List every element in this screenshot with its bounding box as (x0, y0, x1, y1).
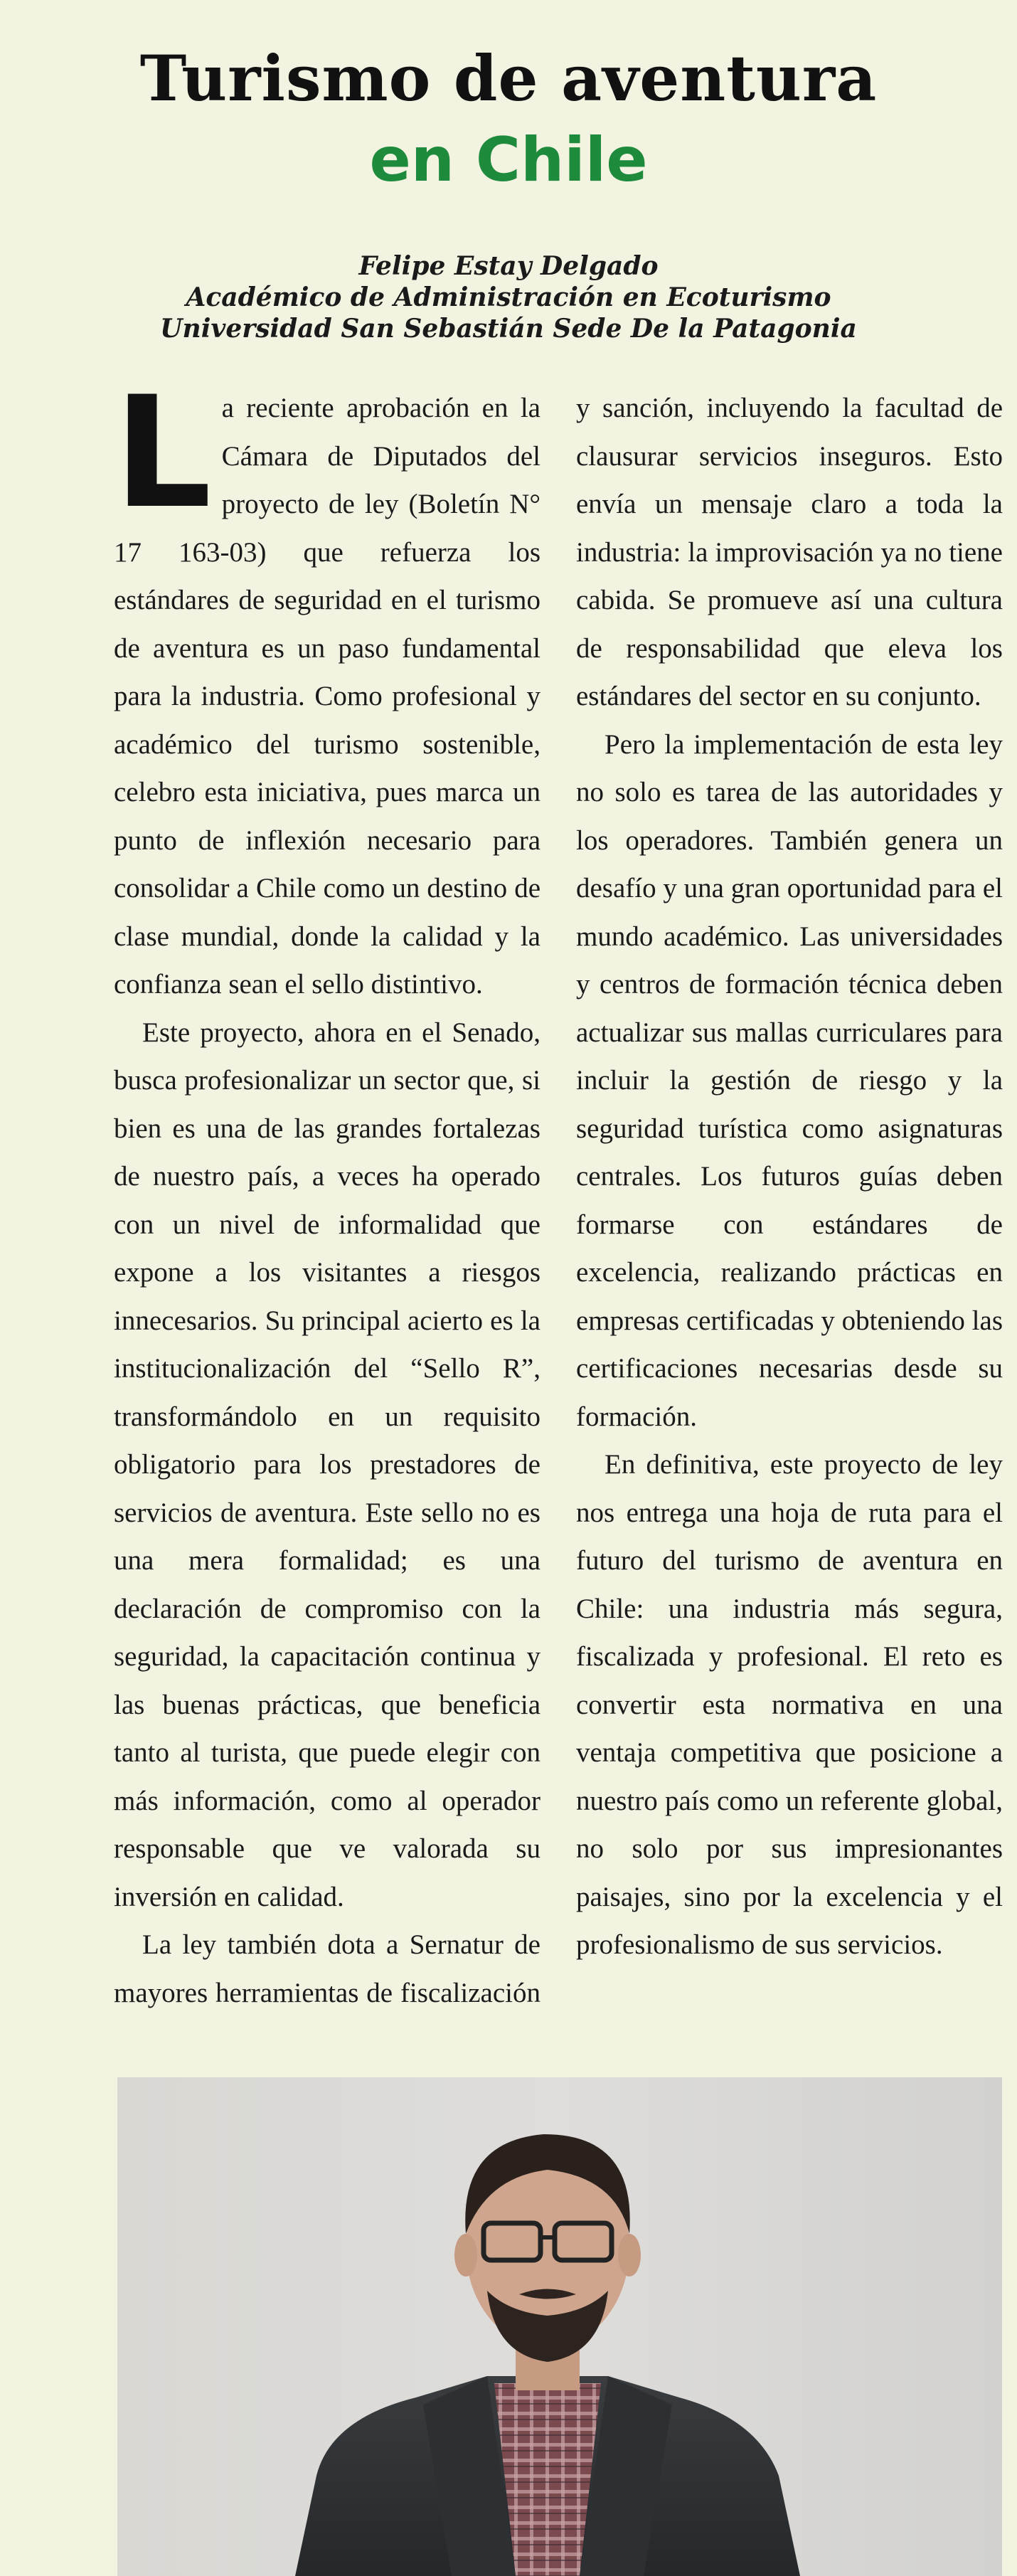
author-byline (0, 250, 1017, 344)
article-title: Turismo de aventura (139, 41, 878, 115)
author-institution: Universidad San Sebastián Sede De la Patagonia (160, 314, 857, 344)
article-body (114, 364, 1003, 2049)
article-paragraph (114, 364, 541, 1009)
author-photo (117, 2077, 1002, 2576)
article-paragraph: Este proyecto, ahora en el Senado, busca profesionalizar un sector que, si bien es una de las grandes fortalezas de nuestro país, a veces ha operado con un nivel de informalidad que expone a los visitantes a riesgos innecesarios. Su principal acierto es la institucionalización del “Sello R”, transformándolo en un requisito obligatorio para los prestadores de servicios de aventura. Este sello no es una mera formalidad; es una declaración de compromiso con la seguridad, la capacitación continua y las buenas prácticas, que beneficia tanto al turista, que puede elegir con más información, como al operador responsable que ve valorada su inversión en calidad. (114, 1017, 541, 1912)
article-paragraph: La ley también dota a Sernatur de mayores herramientas de fiscalización y sanción, incluyendo la facultad de clausurar servicios inseguros. Esto envía un mensaje claro a toda la industria: la improvisación ya no tiene cabida. Se promueve así una cultura de responsabilidad que eleva los estándares del sector en su conjunto. (114, 393, 1003, 2008)
article-title-accent: en Chile (369, 124, 648, 196)
drop-cap: L (114, 364, 212, 542)
paragraph-text: a reciente aprobación en la Cámara de Diputados del proyecto de ley (Boletín N° 17 163-03) que refuerza los estándares de seguridad en el turismo de aventura es un paso fundamental para la industria. Como profesional y académico del turismo sostenible, celebro esta iniciativa, pues marca un punto de inflexión necesario para consolidar a Chile como un destino de clase mundial, donde la calidad y la confianza sean el sello distintivo. (114, 393, 541, 1000)
article-paragraph: Pero la implementación de esta ley no solo es tarea de las autoridades y los operadores. También genera un desafío y una gran oportunidad para el mundo académico. Las universidades y centros de formación técnica deben actualizar sus mallas curriculares para incluir la gestión de riesgo y la seguridad turística como asignaturas centrales. Los futuros guías deben formarse con estándares de excelencia, realizando prácticas en empresas certificadas y obteniendo las certificaciones necesarias desde su formación. (576, 728, 1003, 1432)
author-role: Académico de Administración en Ecoturismo (186, 282, 831, 312)
author-portrait-illustration (117, 2077, 1002, 2576)
author-name: Felipe Estay Delgado (358, 251, 659, 281)
article-paragraph: En definitiva, este proyecto de ley nos entrega una hoja de ruta para el futuro del turismo de aventura en Chile: una industria más segura, fiscalizada y profesional. El reto es convertir esta normativa en una ventaja competitiva que posicione a nuestro país como un referente global, no solo por sus impresionantes paisajes, sino por la excelencia y el profesionalismo de sus servicios. (576, 1449, 1003, 1960)
